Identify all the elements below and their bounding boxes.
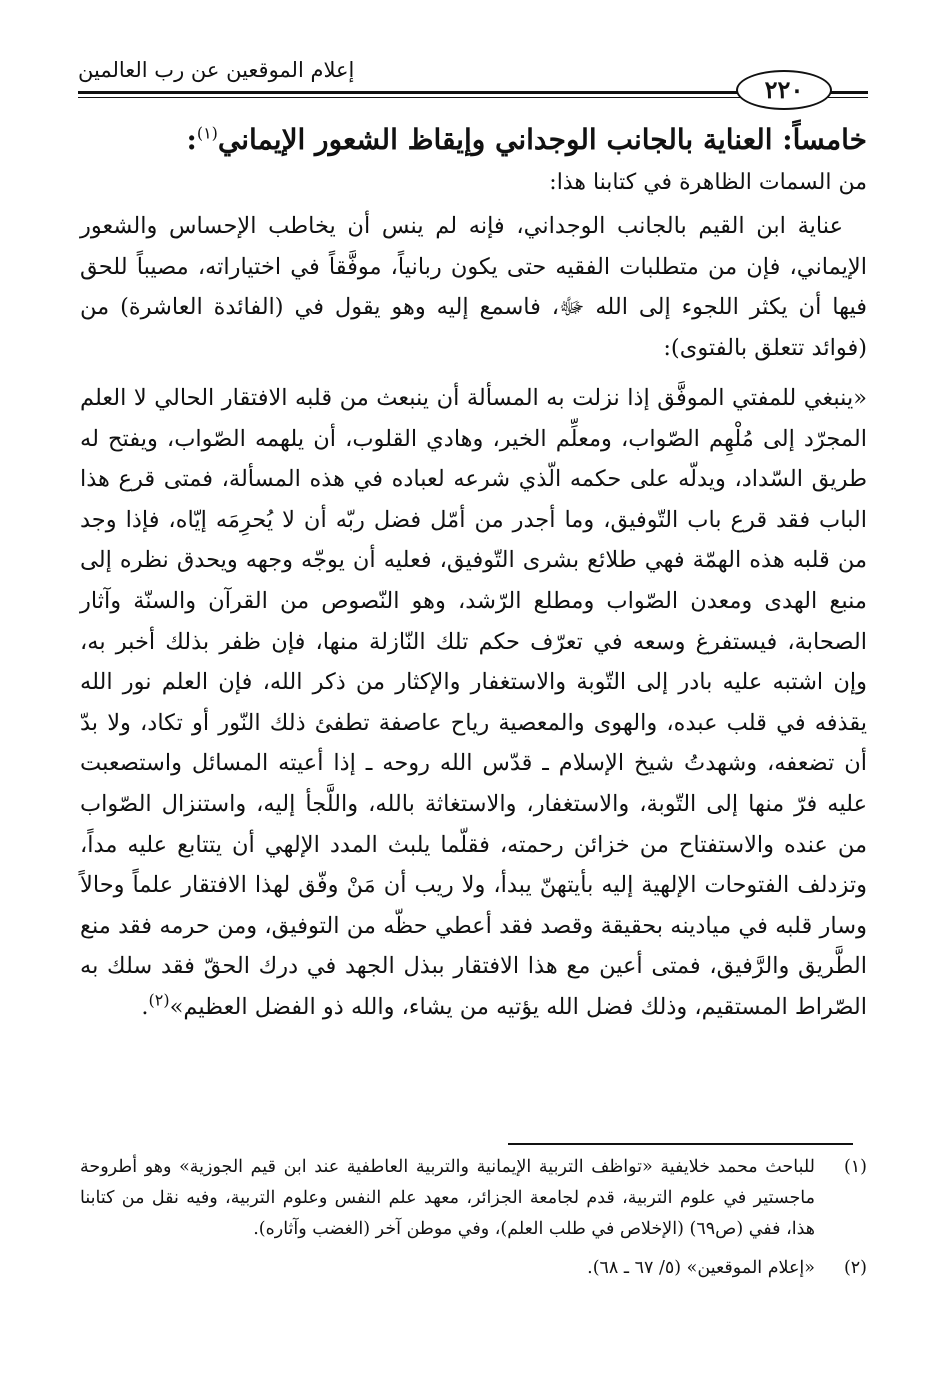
section-heading <box>80 118 867 162</box>
section-heading-colon: : <box>186 123 197 156</box>
intro-line: من السمات الظاهرة في كتابنا هذا: <box>549 170 867 195</box>
section-heading-text: خامساً: العناية بالجانب الوجداني وإيقاظ الشعور الإيماني <box>217 123 867 156</box>
footnote-text: «إعلام الموقعين» (٥/ ٦٧ ـ ٦٨). <box>587 1258 815 1278</box>
footnote-2 <box>80 1253 867 1284</box>
paragraph-1-text: عناية ابن القيم بالجانب الوجداني، فإنه لم ينس أن يخاطب الإحساس والشعور الإيماني، فإن من متطلبات الفقيه حتى يكون ربانياً، موفَّقاً في اختياراته، مصيباً للحق فيها أن يكثر اللجوء إلى الله ﷻ، فاسمع إليه وهو يقول في (الفائدة العاشرة) من (فوائد تتعلق بالفتوى): <box>80 213 867 361</box>
footnotes <box>80 1152 867 1284</box>
paragraph-2-period: . <box>141 993 149 1020</box>
footnote-1 <box>80 1152 867 1245</box>
running-header-title: إعلام الموقعين عن رب العالمين <box>78 58 355 82</box>
footnote-ref-1[interactable]: (١) <box>196 123 218 143</box>
footnote-text: للباحث محمد خلايفية «تواظف التربية الإيمانية والتربية العاطفية عند ابن قيم الجوزية» وهو أطروحة ماجستير في علوم التربية، قدم لجامعة الجزائر، معهد علم النفس وعلوم التربية، وفيه نقل من كتابنا هذا، ففي (ص٦٩) (الإخلاص في طلب العلم)، وفي موطن آخر (الغضب وآثاره). <box>80 1157 815 1239</box>
footnote-number: (٢) <box>843 1258 867 1278</box>
footnote-number: (١) <box>843 1157 867 1177</box>
paragraph-2-quote <box>80 378 867 1028</box>
footnote-separator <box>508 1143 853 1145</box>
footnote-ref-2[interactable]: (٢) <box>148 990 170 1010</box>
paragraph-2-text: «ينبغي للمفتي الموفَّق إذا نزلت به المسألة أن ينبعث من قلبه الافتقار الحالي لا العلم المجرّد إلى مُلْهِم الصّواب، ومعلِّم الخير، وهادي القلوب، أن يلهمه الصّواب، ويفتح له طريق السّداد، ويدلّه على حكمه الّذي شرعه لعباده في هذه المسألة، فمتى قرع هذا الباب فقد قرع باب التّوفيق، وما أجدر من أمّل فضل ربّه أن لا يُحرِمَه إيّاه، فإذا وجد من قلبه هذه الهمّة فهي طلائع بشرى التّوفيق، فعليه أن يوجّه وجهه ويحدق نظره إلى منبع الهدى ومعدن الصّواب ومطلع الرّشد، وهو النّصوص من القرآن والسنّة وآثار الصحابة، فيستفرغ وسعه في تعرّف حكم تلك النّازلة منها، فإن ظفر بذلك أخبر به، وإن اشتبه عليه بادر إلى التّوبة والاستغفار والإكثار من ذكر الله، فإن العلم نور الله يقذفه في قلب عبده، والهوى والمعصية رياح عاصفة تطفئ ذلك النّور أو تكاد، ولا بدّ أن تضعفه، وشهدتُ شيخ الإسلام ـ قدّس الله روحه ـ إذا أعيته المسائل واستصعبت عليه فرّ منها إلى التّوبة، والاستغفار، والاستغاثة بالله، واللَّجأ إليه، واستنزال الصّواب من عنده والاستفتاح من خزائن رحمته، فقلّما يلبث المدد الإلهي أن يتتابع عليه مداً، وتزدلف الفتوحات الإلهية إليه بأيتهنّ يبدأ، ولا ريب أن مَنْ وفّق لهذا الافتقار علماً وحالاً وسار قلبه في ميادينه بحقيقة وقصد فقد أعطي حظّه من التوفيق، ومن حرمه فقد منع الطَّريق والرَّفيق، فمتى أعين مع هذا الافتقار ببذل الجهد في درك الحقّ فقد سلك به الصّراط المستقيم، وذلك فضل الله يؤتيه من يشاء، والله ذو الفضل العظيم» <box>80 385 867 1020</box>
paragraph-1 <box>80 206 867 368</box>
page-number: ٢٢٠ <box>736 70 832 110</box>
